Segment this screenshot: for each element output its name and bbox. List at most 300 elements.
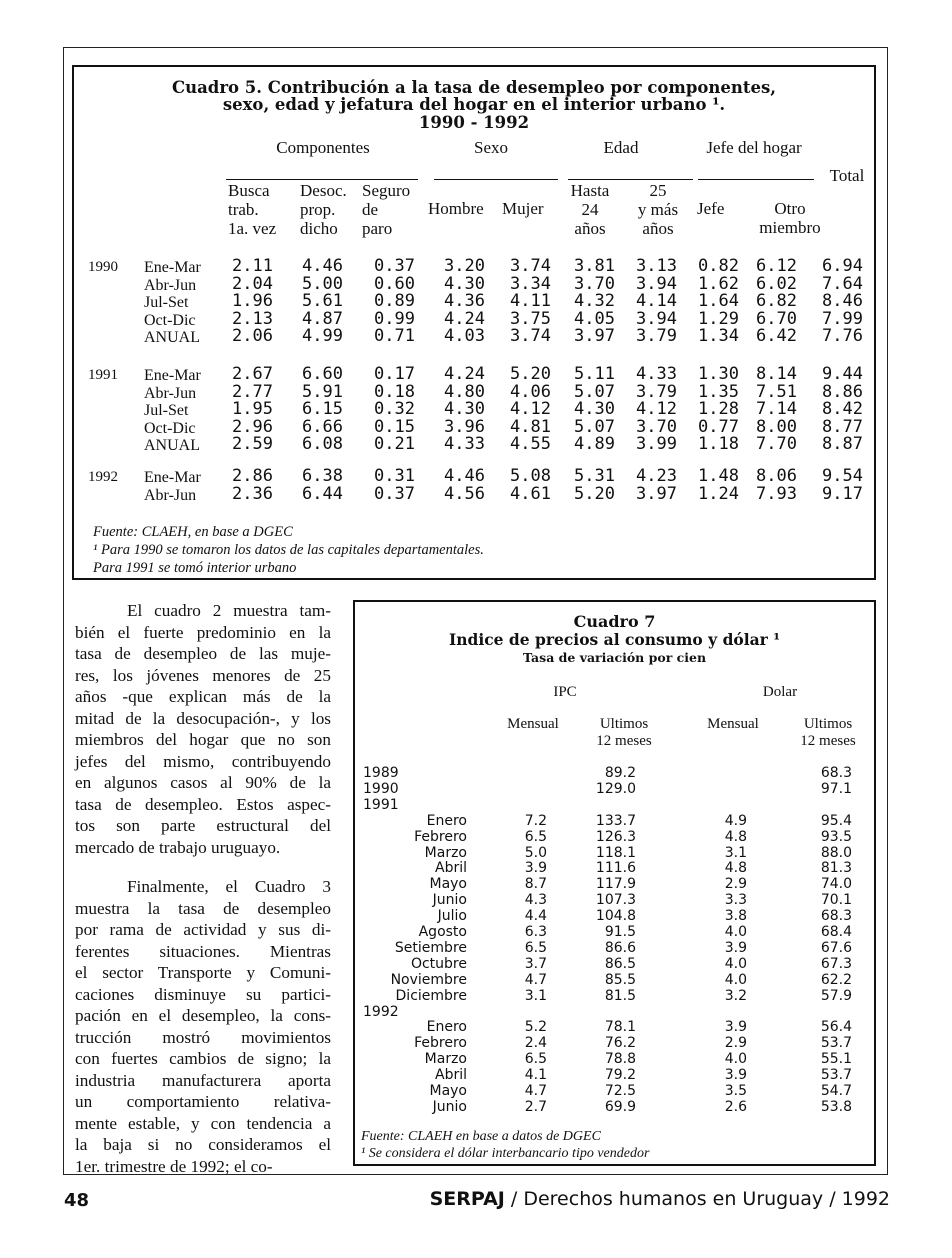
table-cell: 3.34 <box>510 273 551 294</box>
table-cell: 8.46 <box>822 291 863 311</box>
month-label: Julio <box>437 908 467 925</box>
table-cell: 3.97 <box>574 326 615 346</box>
table-cell: 2.9 <box>724 1035 747 1052</box>
table-cell: 4.87 <box>302 308 343 329</box>
table-cell: 3.70 <box>636 416 677 437</box>
table-cell: 8.87 <box>822 434 863 454</box>
table-cell: 5.61 <box>302 291 343 311</box>
table-cell: 8.00 <box>756 416 797 437</box>
column-header: Desoc. prop. dicho <box>300 181 347 238</box>
table-cell: 4.30 <box>444 273 485 294</box>
table-cell: 5.00 <box>302 273 343 294</box>
text-line: muestra la tasa de desempleo <box>75 898 331 918</box>
rule-componentes <box>226 179 418 180</box>
table-cell: 8.06 <box>756 466 797 486</box>
table-cell: 4.9 <box>724 812 747 829</box>
table-cell: 1.24 <box>698 483 739 504</box>
table-cell: 2.86 <box>232 466 273 486</box>
table-cell: 67.3 <box>820 955 852 972</box>
table-cell: 4.12 <box>636 399 677 419</box>
table-cell: 4.05 <box>574 308 615 329</box>
table-cell: 3.97 <box>636 483 677 504</box>
table-cell: 4.30 <box>444 399 485 419</box>
table-cell: 7.70 <box>756 434 797 454</box>
table-cell: 4.06 <box>510 381 551 402</box>
text-line: pación en el desempleo, la cons- <box>75 1006 331 1025</box>
cuadro7-col-dol-ultimos: Ultimos 12 meses <box>800 716 856 749</box>
table-cell: 78.8 <box>604 1051 636 1068</box>
table-cell: 53.8 <box>820 1098 852 1115</box>
rule-sexo <box>434 179 558 180</box>
month-label: Enero <box>426 1019 467 1036</box>
text-line: tasa de desempleo. Estos aspec- <box>75 794 331 814</box>
table-cell: 3.7 <box>524 955 547 972</box>
year-label: 1989 <box>363 765 399 781</box>
text-line: por rama de actividad y sus di- <box>75 920 331 939</box>
cuadro5-title-line1: Cuadro 5. Contribución a la tasa de desempleo por componentes, <box>171 78 777 97</box>
table-cell: 3.96 <box>444 416 485 437</box>
table-cell: 4.89 <box>574 434 615 454</box>
table-cell: 8.86 <box>822 381 863 402</box>
table-cell: 1.96 <box>232 291 273 311</box>
text-line: El cuadro 2 muestra tam- <box>127 601 331 620</box>
table-cell: 2.4 <box>524 1035 547 1052</box>
month-label: Marzo <box>424 844 467 861</box>
column-header: 25 y más años <box>637 181 679 238</box>
table-cell: 0.18 <box>374 381 415 402</box>
table-cell: 4.7 <box>524 1083 547 1099</box>
cuadro7-group-dolar: Dolar <box>762 684 798 700</box>
table-cell: 4.11 <box>510 291 551 311</box>
table-cell: 4.03 <box>444 326 485 346</box>
table-cell: 5.91 <box>302 381 343 402</box>
table-cell: 1.18 <box>698 434 739 454</box>
table-cell: 81.5 <box>604 987 636 1004</box>
text-line: bién el fuerte predominio en la <box>75 622 331 642</box>
table-cell: 3.75 <box>510 308 551 329</box>
table-cell: 4.33 <box>636 364 677 384</box>
table-cell: 7.76 <box>822 326 863 346</box>
table-cell: 3.13 <box>636 256 677 276</box>
text-line: mente estable, y con tendencia a <box>75 1113 331 1133</box>
cuadro7-subtitle: Indice de precios al consumo y dólar ¹ <box>448 630 781 649</box>
month-label: Agosto <box>418 924 467 940</box>
cuadro7-source: Fuente: CLAEH en base a datos de DGEC <box>361 1129 601 1144</box>
period-label: Oct-Dic <box>144 311 196 329</box>
table-cell: 8.7 <box>524 876 547 893</box>
table-cell: 5.2 <box>524 1019 547 1036</box>
table-cell: 6.5 <box>524 828 547 845</box>
text-line: la baja si no consideramos el <box>75 1135 331 1154</box>
table-cell: 1.48 <box>698 466 739 486</box>
table-cell: 0.82 <box>698 256 739 276</box>
table-cell: 3.79 <box>636 326 677 346</box>
table-cell: 89.2 <box>604 765 636 781</box>
cuadro7-col-ipc-ultimos: Ultimos 12 meses <box>596 716 652 749</box>
group-sexo: Sexo <box>474 138 508 157</box>
column-header: Jefe <box>697 199 725 218</box>
publisher-name: SERPAJ <box>429 1188 505 1210</box>
text-line: industria manufacturera aporta <box>75 1070 331 1090</box>
text-line: tasa de desempleo de las muje- <box>75 644 331 663</box>
table-cell: 0.31 <box>374 466 415 486</box>
table-cell: 5.20 <box>574 483 615 504</box>
year-label: 1992 <box>88 469 118 485</box>
table-cell: 0.71 <box>374 326 415 346</box>
table-cell: 6.42 <box>756 326 797 346</box>
text-line: Finalmente, el Cuadro 3 <box>127 877 331 896</box>
year-label: 1990 <box>363 780 399 797</box>
table-cell: 68.3 <box>820 765 852 781</box>
text-line: 1er. trimestre de 1992; el co- <box>75 1156 273 1176</box>
text-line: caciones disminuye su partici- <box>75 984 331 1004</box>
table-cell: 55.1 <box>820 1051 852 1068</box>
text-line: con fuertes cambios de signo; la <box>75 1049 331 1068</box>
table-cell: 2.9 <box>724 876 747 893</box>
month-label: Marzo <box>424 1051 467 1068</box>
cuadro7-group-ipc: IPC <box>553 684 577 700</box>
table-cell: 5.20 <box>510 364 551 384</box>
table-cell: 0.32 <box>374 399 415 419</box>
table-cell: 3.9 <box>724 1019 747 1036</box>
table-cell: 2.7 <box>524 1098 547 1115</box>
period-label: Ene-Mar <box>144 259 201 276</box>
cuadro5-title-line2: sexo, edad y jefatura del hogar en el interior urbano ¹. <box>222 95 726 114</box>
table-cell: 4.3 <box>524 892 547 909</box>
period-label: ANUAL <box>144 437 200 454</box>
table-cell: 4.8 <box>724 828 747 845</box>
text-line: mercado de trabajo uruguayo. <box>75 837 281 857</box>
table-cell: 0.37 <box>374 483 415 504</box>
table-cell: 4.55 <box>510 434 551 454</box>
table-cell: 0.15 <box>374 416 415 437</box>
table-cell: 6.02 <box>756 273 797 294</box>
table-cell: 4.46 <box>302 256 343 276</box>
table-cell: 4.81 <box>510 416 551 437</box>
table-cell: 78.1 <box>604 1019 636 1036</box>
table-cell: 4.14 <box>636 291 677 311</box>
cuadro7-table <box>353 600 876 1166</box>
table-cell: 107.3 <box>595 892 636 909</box>
table-cell: 6.5 <box>524 939 547 956</box>
table-cell: 4.0 <box>724 1051 747 1068</box>
table-cell: 6.94 <box>822 256 863 276</box>
text-line: mitad de la desocupación-, y los <box>75 708 331 728</box>
table-cell: 3.94 <box>636 273 677 294</box>
table-cell: 5.08 <box>510 466 551 486</box>
table-cell: 3.79 <box>636 381 677 402</box>
table-cell: 4.32 <box>574 291 615 311</box>
table-cell: 4.99 <box>302 326 343 346</box>
month-label: Febrero <box>414 828 467 845</box>
column-header: Mujer <box>502 199 544 218</box>
rule-edad <box>568 179 693 180</box>
table-cell: 6.66 <box>302 416 343 437</box>
column-header: Hasta 24 años <box>570 181 610 238</box>
table-cell: 6.15 <box>302 399 343 419</box>
month-label: Diciembre <box>395 987 467 1004</box>
table-cell: 4.56 <box>444 483 485 504</box>
table-cell: 3.9 <box>724 939 747 956</box>
table-cell: 53.7 <box>820 1035 852 1052</box>
period-label: Abr-Jun <box>144 276 197 294</box>
table-cell: 53.7 <box>820 1067 852 1084</box>
month-label: Mayo <box>429 876 467 893</box>
period-label: ANUAL <box>144 329 200 346</box>
table-cell: 93.5 <box>820 828 852 845</box>
month-label: Mayo <box>429 1083 467 1099</box>
table-cell: 85.5 <box>604 971 636 988</box>
text-line: en algunos casos al 90% de la <box>75 773 331 792</box>
table-cell: 3.94 <box>636 308 677 329</box>
table-cell: 1.30 <box>698 364 739 384</box>
table-cell: 3.9 <box>524 860 547 877</box>
table-cell: 1.35 <box>698 381 739 402</box>
column-header: Hombre <box>428 199 484 218</box>
table-cell: 133.7 <box>595 812 636 829</box>
table-cell: 7.93 <box>756 483 797 504</box>
table-cell: 7.99 <box>822 308 863 329</box>
table-cell: 3.74 <box>510 256 551 276</box>
month-label: Junio <box>432 892 467 909</box>
table-cell: 54.7 <box>820 1083 852 1099</box>
table-cell: 56.4 <box>820 1019 852 1036</box>
table-cell: 7.51 <box>756 381 797 402</box>
cuadro5-title-line3: 1990 - 1992 <box>418 113 530 132</box>
table-cell: 2.77 <box>232 381 273 402</box>
table-cell: 3.20 <box>444 256 485 276</box>
table-cell: 6.60 <box>302 364 343 384</box>
table-cell: 4.0 <box>724 924 747 940</box>
table-cell: 117.9 <box>595 876 636 893</box>
table-cell: 4.36 <box>444 291 485 311</box>
table-cell: 126.3 <box>595 828 636 845</box>
text-line: tos son parte estructural del <box>75 816 331 835</box>
table-cell: 68.3 <box>820 908 852 925</box>
text-line: jefes del mismo, contribuyendo <box>75 751 331 771</box>
month-label: Abril <box>435 860 467 877</box>
month-label: Abril <box>435 1067 467 1084</box>
table-cell: 0.89 <box>374 291 415 311</box>
table-cell: 6.5 <box>524 1051 547 1068</box>
cuadro7-col-dol-mensual: Mensual <box>707 716 759 732</box>
table-cell: 0.37 <box>374 256 415 276</box>
text-line: miembros del hogar que no son <box>75 730 331 749</box>
month-label: Enero <box>426 812 467 829</box>
table-cell: 3.3 <box>724 892 747 909</box>
group-edad: Edad <box>603 138 639 157</box>
year-label: 1990 <box>88 259 118 275</box>
cuadro7-col-ipc-mensual: Mensual <box>507 716 559 732</box>
table-cell: 4.7 <box>524 971 547 988</box>
period-label: Abr-Jun <box>144 384 197 402</box>
table-cell: 5.11 <box>574 364 615 384</box>
text-line: ferentes situaciones. Mientras <box>75 941 331 961</box>
body-paragraph-2 <box>75 876 331 1177</box>
year-label: 1991 <box>88 367 118 383</box>
table-cell: 9.44 <box>822 364 863 384</box>
table-cell: 7.64 <box>822 273 863 294</box>
table-cell: 129.0 <box>595 780 636 797</box>
table-cell: 0.21 <box>374 434 415 454</box>
year-label: 1991 <box>363 796 399 813</box>
cuadro5-source: Fuente: CLAEH, en base a DGEC <box>93 524 293 540</box>
table-cell: 3.9 <box>724 1067 747 1084</box>
table-cell: 5.31 <box>574 466 615 486</box>
period-label: Ene-Mar <box>144 469 201 486</box>
table-cell: 8.77 <box>822 416 863 437</box>
table-cell: 104.8 <box>595 908 636 925</box>
table-cell: 81.3 <box>820 860 852 877</box>
table-cell: 7.14 <box>756 399 797 419</box>
table-cell: 3.99 <box>636 434 677 454</box>
table-cell: 4.1 <box>524 1067 547 1084</box>
table-cell: 97.1 <box>820 780 852 797</box>
table-cell: 67.6 <box>820 939 852 956</box>
month-label: Noviembre <box>390 971 467 988</box>
month-label: Febrero <box>414 1035 467 1052</box>
table-cell: 1.29 <box>698 308 739 329</box>
table-cell: 2.06 <box>232 326 273 346</box>
cuadro7-title: Cuadro 7 <box>573 612 656 631</box>
text-line: trucción mostró movimientos <box>75 1027 331 1047</box>
cuadro7-note: ¹ Se considera el dólar interbancario tipo vendedor <box>361 1146 650 1161</box>
table-cell: 6.70 <box>756 308 797 329</box>
text-line: res, los jóvenes menores de 25 <box>75 665 331 685</box>
table-cell: 2.6 <box>724 1098 747 1115</box>
table-cell: 6.3 <box>524 924 547 940</box>
table-cell: 4.0 <box>724 955 747 972</box>
table-cell: 62.2 <box>820 971 852 988</box>
table-cell: 2.04 <box>232 273 273 294</box>
text-line: el sector Transporte y Comuni- <box>75 963 331 982</box>
year-label: 1992 <box>363 1003 399 1020</box>
table-cell: 0.60 <box>374 273 415 294</box>
table-cell: 3.81 <box>574 256 615 276</box>
table-cell: 86.5 <box>604 955 636 972</box>
table-cell: 0.99 <box>374 308 415 329</box>
table-cell: 6.38 <box>302 466 343 486</box>
table-cell: 2.59 <box>232 434 273 454</box>
cuadro5-note1: ¹ Para 1990 se tomaron los datos de las capitales departamentales. <box>93 542 484 558</box>
month-label: Setiembre <box>394 939 467 956</box>
table-cell: 6.08 <box>302 434 343 454</box>
cuadro7-subsubtitle: Tasa de variación por cien <box>522 650 707 665</box>
table-cell: 5.07 <box>574 381 615 402</box>
table-cell: 4.30 <box>574 399 615 419</box>
table-cell: 4.46 <box>444 466 485 486</box>
table-cell: 2.13 <box>232 308 273 329</box>
table-cell: 9.54 <box>822 466 863 486</box>
table-cell: 4.61 <box>510 483 551 504</box>
table-cell: 1.62 <box>698 273 739 294</box>
table-cell: 88.0 <box>820 844 852 861</box>
table-cell: 76.2 <box>604 1035 636 1052</box>
table-cell: 57.9 <box>820 987 852 1004</box>
table-cell: 4.24 <box>444 308 485 329</box>
column-header: Otro miembro <box>759 199 821 237</box>
table-cell: 4.33 <box>444 434 485 454</box>
table-cell: 3.74 <box>510 326 551 346</box>
table-cell: 1.34 <box>698 326 739 346</box>
month-label: Junio <box>432 1098 467 1115</box>
table-cell: 111.6 <box>595 860 636 877</box>
table-cell: 3.5 <box>724 1083 747 1099</box>
table-cell: 5.0 <box>524 844 547 861</box>
table-cell: 6.44 <box>302 483 343 504</box>
table-cell: 7.2 <box>524 812 547 829</box>
table-cell: 4.23 <box>636 466 677 486</box>
table-cell: 95.4 <box>820 812 852 829</box>
table-cell: 68.4 <box>820 924 852 940</box>
table-cell: 6.12 <box>756 256 797 276</box>
table-cell: 3.1 <box>724 844 747 861</box>
table-cell: 1.28 <box>698 399 739 419</box>
table-cell: 4.0 <box>724 971 747 988</box>
table-cell: 8.42 <box>822 399 863 419</box>
column-header: Seguro de paro <box>362 181 411 238</box>
page-number: 48 <box>64 1190 90 1211</box>
period-label: Oct-Dic <box>144 419 196 437</box>
table-cell: 4.80 <box>444 381 485 402</box>
table-cell: 2.11 <box>232 256 273 276</box>
table-cell: 2.67 <box>232 364 273 384</box>
group-componentes: Componentes <box>276 138 370 157</box>
cuadro5-table <box>72 65 876 580</box>
table-cell: 2.36 <box>232 483 273 504</box>
table-cell: 72.5 <box>604 1083 636 1099</box>
table-cell: 4.8 <box>724 860 747 877</box>
table-cell: 0.17 <box>374 364 415 384</box>
table-cell: 4.4 <box>524 908 547 925</box>
table-cell: 91.5 <box>604 924 636 940</box>
table-cell: 3.70 <box>574 273 615 294</box>
group-total: Total <box>829 166 865 185</box>
table-cell: 2.96 <box>232 416 273 437</box>
cuadro5-note2: Para 1991 se tomó interior urbano <box>93 560 297 576</box>
table-cell: 79.2 <box>604 1067 636 1084</box>
table-cell: 9.17 <box>822 483 863 504</box>
table-cell: 8.14 <box>756 364 797 384</box>
text-line: un comportamiento relativa- <box>75 1092 331 1111</box>
month-label: Octubre <box>410 955 467 972</box>
table-cell: 86.6 <box>604 939 636 956</box>
text-line: años -que explican más de la <box>75 687 331 706</box>
column-header: Busca trab. 1a. vez <box>228 181 277 238</box>
table-cell: 4.12 <box>510 399 551 419</box>
table-cell: 5.07 <box>574 416 615 437</box>
table-cell: 4.24 <box>444 364 485 384</box>
publication-title: / Derechos humanos en Uruguay / 1992 <box>504 1188 890 1210</box>
rule-jefe <box>698 179 814 180</box>
table-cell: 1.95 <box>232 399 273 419</box>
table-cell: 6.82 <box>756 291 797 311</box>
body-paragraph-1 <box>75 600 331 858</box>
running-footer <box>430 1188 890 1210</box>
table-cell: 3.2 <box>724 987 747 1004</box>
table-cell: 3.1 <box>524 987 547 1004</box>
table-cell: 118.1 <box>595 844 636 861</box>
table-cell: 3.8 <box>724 908 747 925</box>
period-label: Jul-Set <box>144 402 189 419</box>
table-cell: 1.64 <box>698 291 739 311</box>
period-label: Abr-Jun <box>144 486 197 504</box>
table-cell: 0.77 <box>698 416 739 437</box>
period-label: Ene-Mar <box>144 367 201 384</box>
table-cell: 70.1 <box>820 892 852 909</box>
table-cell: 69.9 <box>604 1098 636 1115</box>
table-cell: 74.0 <box>820 876 852 893</box>
